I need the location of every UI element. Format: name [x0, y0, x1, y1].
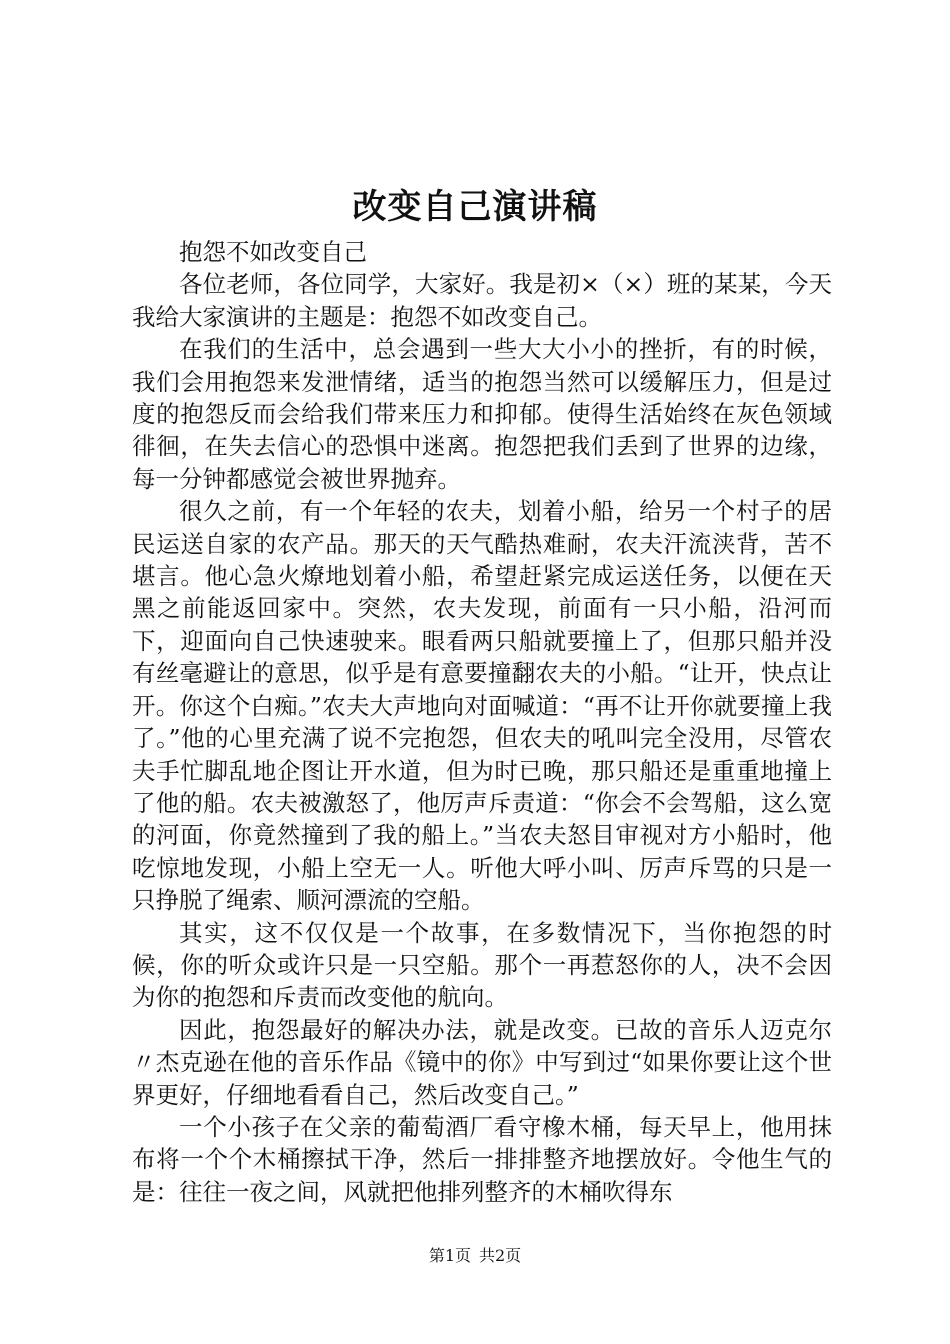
paragraph: 因此，抱怨最好的解决办法，就是改变。已故的音乐人迈克尔〃杰克逊在他的音乐作品《镜中的你》中写到过“如果你要让这个世界更好，仔细地看看自己，然后改变自己。”	[132, 1015, 832, 1109]
paragraph-subtitle: 抱怨不如改变自己	[179, 238, 367, 266]
page-number-current: 第1页	[428, 1246, 471, 1265]
paragraph: 其实，这不仅仅是一个故事，在多数情况下，当你抱怨的时候，你的听众或许只是一只空船。那个一再惹怒你的人，决不会因为你的抱怨和斥责而改变他的航向。	[132, 918, 832, 1012]
page-number-total: 共2页	[479, 1246, 522, 1265]
paragraph: 很久之前，有一个年轻的农夫，划着小船，给另一个村子的居民运送自家的农产品。那天的天气酷热难耐，农夫汗流浃背，苦不堪言。他心急火燎地划着小船，希望赶紧完成运送任务，以便在天黑之前能返回家中。突然，农夫发现，前面有一只小船，沿河而下，迎面向自己快速驶来。眼看两只船就要撞上了，但那只船并没有丝毫避让的意思，似乎是有意要撞翻农夫的小船。“让开，快点让开。你这个白痴。”农夫大声地向对面喊道：“再不让开你就要撞上我了。”他的心里充满了说不完抱怨，但农夫的吼叫完全没用，尽管农夫手忙脚乱地企图让开水道，但为时已晚，那只船还是重重地撞上了他的船。农夫被激怒了，他厉声斥责道：“你会不会驾船，这么宽的河面，你竟然撞到了我的船上。”当农夫怒目审视对方小船时，他吃惊地发现，小船上空无一人。听他大呼小叫、厉声斥骂的只是一只挣脱了绳索、顺河漂流的空船。	[132, 497, 832, 915]
paragraph: 在我们的生活中，总会遇到一些大大小小的挫折，有的时候，我们会用抱怨来发泄情绪，适当的抱怨当然可以缓解压力，但是过度的抱怨反而会给我们带来压力和抑郁。使得生活始终在灰色领域徘徊，在失去信心的恐惧中迷离。抱怨把我们丢到了世界的边缘，每一分钟都感觉会被世界抛弃。	[132, 335, 832, 493]
paragraph: 各位老师，各位同学，大家好。我是初×（×）班的某某，今天我给大家演讲的主题是：抱怨不如改变自己。	[132, 270, 832, 331]
document-title: 改变自己演讲稿	[352, 187, 598, 227]
page-footer	[0, 1245, 950, 1267]
document-body	[132, 236, 832, 1208]
paragraph: 一个小孩子在父亲的葡萄酒厂看守橡木桶，每天早上，他用抹布将一个个木桶擦拭干净，然后一排排整齐地摆放好。令他生气的是：往往一夜之间，风就把他排列整齐的木桶吹得东	[132, 1112, 832, 1206]
